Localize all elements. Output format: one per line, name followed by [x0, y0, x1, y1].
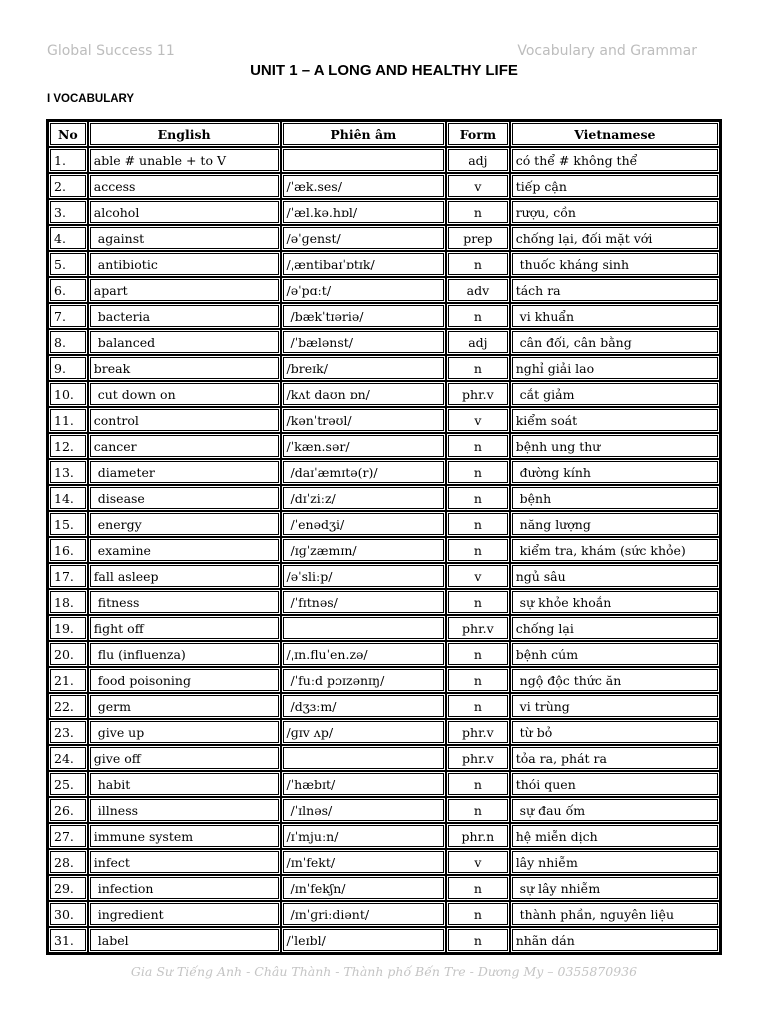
table-row — [48, 329, 720, 355]
cell-phonetic: /daɪˈæmɪtə(r)/ — [281, 459, 447, 485]
table-row — [48, 693, 720, 719]
cell-vietnamese: cắt giảm — [510, 381, 720, 407]
table-row — [48, 615, 720, 641]
cell-english: examine — [88, 537, 281, 563]
cell-form: phr.v — [446, 381, 510, 407]
cell-phonetic: /ˈfɪtnəs/ — [281, 589, 447, 615]
cell-phonetic: /breɪk/ — [281, 355, 447, 381]
cell-english: fitness — [88, 589, 281, 615]
cell-no: 24. — [48, 745, 88, 771]
table-row — [48, 199, 720, 225]
cell-english: diameter — [88, 459, 281, 485]
cell-english: flu (influenza) — [88, 641, 281, 667]
section-heading: I VOCABULARY — [47, 93, 135, 105]
cell-no: 12. — [48, 433, 88, 459]
cell-english: fall asleep — [88, 563, 281, 589]
cell-form: v — [446, 173, 510, 199]
cell-english: bacteria — [88, 303, 281, 329]
cell-form: n — [446, 485, 510, 511]
table-row — [48, 927, 720, 953]
cell-form: n — [446, 511, 510, 537]
column-header-vietnamese: Vietnamese — [510, 121, 720, 147]
cell-english: antibiotic — [88, 251, 281, 277]
cell-vietnamese: có thể # không thể — [510, 147, 720, 173]
cell-no: 15. — [48, 511, 88, 537]
cell-form: n — [446, 433, 510, 459]
cell-vietnamese: sự khỏe khoắn — [510, 589, 720, 615]
cell-vietnamese: kiểm soát — [510, 407, 720, 433]
cell-english: label — [88, 927, 281, 953]
cell-vietnamese: đường kính — [510, 459, 720, 485]
cell-phonetic: /ˈfuːd pɔɪzənɪŋ/ — [281, 667, 447, 693]
cell-phonetic: /ˈkæn.sər/ — [281, 433, 447, 459]
cell-no: 13. — [48, 459, 88, 485]
cell-form: n — [446, 537, 510, 563]
table-row — [48, 225, 720, 251]
cell-form: n — [446, 875, 510, 901]
cell-phonetic — [281, 147, 447, 173]
cell-no: 8. — [48, 329, 88, 355]
cell-form: n — [446, 797, 510, 823]
cell-form: phr.v — [446, 719, 510, 745]
cell-form: adv — [446, 277, 510, 303]
cell-form: v — [446, 563, 510, 589]
cell-no: 28. — [48, 849, 88, 875]
cell-english: infect — [88, 849, 281, 875]
cell-form: n — [446, 927, 510, 953]
cell-phonetic: /ˈbælənst/ — [281, 329, 447, 355]
cell-phonetic: /dɪˈziːz/ — [281, 485, 447, 511]
cell-english: cancer — [88, 433, 281, 459]
cell-vietnamese: kiểm tra, khám (sức khỏe) — [510, 537, 720, 563]
cell-form: v — [446, 407, 510, 433]
cell-form: n — [446, 693, 510, 719]
cell-vietnamese: sự đau ốm — [510, 797, 720, 823]
cell-vietnamese: bệnh ung thư — [510, 433, 720, 459]
cell-form: n — [446, 641, 510, 667]
table-row — [48, 251, 720, 277]
cell-no: 27. — [48, 823, 88, 849]
table-row — [48, 147, 720, 173]
cell-english: alcohol — [88, 199, 281, 225]
page-footer: Gia Sư Tiếng Anh - Châu Thành - Thành phố Bến Tre - Dương My – 0355870936 — [130, 964, 638, 979]
cell-phonetic: /əˈɡenst/ — [281, 225, 447, 251]
table-row — [48, 901, 720, 927]
cell-no: 17. — [48, 563, 88, 589]
table-row — [48, 589, 720, 615]
cell-phonetic: /əˈpɑːt/ — [281, 277, 447, 303]
cell-no: 19. — [48, 615, 88, 641]
cell-no: 16. — [48, 537, 88, 563]
table-row — [48, 823, 720, 849]
cell-english: food poisoning — [88, 667, 281, 693]
cell-no: 14. — [48, 485, 88, 511]
page-header — [47, 43, 697, 61]
table-row — [48, 381, 720, 407]
table-row — [48, 875, 720, 901]
cell-phonetic: /ˈæk.ses/ — [281, 173, 447, 199]
cell-english: give up — [88, 719, 281, 745]
cell-phonetic: /kənˈtrəʊl/ — [281, 407, 447, 433]
cell-vietnamese: vi khuẩn — [510, 303, 720, 329]
cell-no: 10. — [48, 381, 88, 407]
header-book-title: Global Success 11 — [47, 43, 175, 59]
column-header-form: Form — [446, 121, 510, 147]
cell-form: n — [446, 251, 510, 277]
cell-english: energy — [88, 511, 281, 537]
cell-vietnamese: từ bỏ — [510, 719, 720, 745]
cell-vietnamese: ngộ độc thức ăn — [510, 667, 720, 693]
cell-no: 31. — [48, 927, 88, 953]
cell-vietnamese: lây nhiễm — [510, 849, 720, 875]
cell-english: apart — [88, 277, 281, 303]
cell-phonetic: /ˌæntibaɪˈɒtɪk/ — [281, 251, 447, 277]
cell-phonetic: /ˈæl.kə.hɒl/ — [281, 199, 447, 225]
cell-no: 26. — [48, 797, 88, 823]
cell-phonetic: /ˈleɪbl/ — [281, 927, 447, 953]
cell-phonetic: /əˈsliːp/ — [281, 563, 447, 589]
column-header-phonetic: Phiên âm — [281, 121, 447, 147]
table-row — [48, 511, 720, 537]
cell-vietnamese: thói quen — [510, 771, 720, 797]
cell-form: n — [446, 199, 510, 225]
cell-phonetic: /ɪnˈɡriːdiənt/ — [281, 901, 447, 927]
cell-form: phr.v — [446, 615, 510, 641]
cell-vietnamese: năng lượng — [510, 511, 720, 537]
column-header-no: No — [48, 121, 88, 147]
cell-form: n — [446, 355, 510, 381]
cell-vietnamese: nghỉ giải lao — [510, 355, 720, 381]
cell-form: n — [446, 303, 510, 329]
cell-no: 30. — [48, 901, 88, 927]
table-row — [48, 433, 720, 459]
cell-vietnamese: nhãn dán — [510, 927, 720, 953]
cell-phonetic: /ɡɪv ʌp/ — [281, 719, 447, 745]
cell-english: immune system — [88, 823, 281, 849]
cell-no: 20. — [48, 641, 88, 667]
table-row — [48, 563, 720, 589]
table-row — [48, 797, 720, 823]
cell-no: 25. — [48, 771, 88, 797]
cell-phonetic: /ɪˈmjuːn/ — [281, 823, 447, 849]
cell-phonetic: /ɪnˈfekʃn/ — [281, 875, 447, 901]
unit-title: UNIT 1 – A LONG AND HEALTHY LIFE — [250, 62, 518, 79]
cell-english: cut down on — [88, 381, 281, 407]
cell-vietnamese: thuốc kháng sinh — [510, 251, 720, 277]
cell-phonetic: /ˈenədʒi/ — [281, 511, 447, 537]
cell-phonetic — [281, 615, 447, 641]
cell-phonetic: /bækˈtɪəriə/ — [281, 303, 447, 329]
cell-vietnamese: bệnh cúm — [510, 641, 720, 667]
cell-form: n — [446, 667, 510, 693]
vocabulary-table — [46, 119, 722, 955]
cell-english: germ — [88, 693, 281, 719]
cell-no: 5. — [48, 251, 88, 277]
cell-no: 4. — [48, 225, 88, 251]
table-row — [48, 667, 720, 693]
cell-vietnamese: thành phần, nguyên liệu — [510, 901, 720, 927]
table-row — [48, 303, 720, 329]
cell-vietnamese: sự lây nhiễm — [510, 875, 720, 901]
table-row — [48, 407, 720, 433]
table-row — [48, 355, 720, 381]
cell-form: n — [446, 901, 510, 927]
cell-form: adj — [446, 147, 510, 173]
cell-no: 7. — [48, 303, 88, 329]
cell-phonetic: /kʌt daʊn ɒn/ — [281, 381, 447, 407]
cell-no: 23. — [48, 719, 88, 745]
cell-english: infection — [88, 875, 281, 901]
cell-english: balanced — [88, 329, 281, 355]
cell-vietnamese: tách ra — [510, 277, 720, 303]
cell-english: illness — [88, 797, 281, 823]
cell-no: 21. — [48, 667, 88, 693]
table-row — [48, 537, 720, 563]
cell-no: 6. — [48, 277, 88, 303]
cell-phonetic: /ɪɡˈzæmɪn/ — [281, 537, 447, 563]
cell-form: n — [446, 589, 510, 615]
cell-vietnamese: ngủ sâu — [510, 563, 720, 589]
cell-form: n — [446, 459, 510, 485]
cell-english: habit — [88, 771, 281, 797]
cell-vietnamese: rượu, cồn — [510, 199, 720, 225]
table-row — [48, 771, 720, 797]
cell-english: access — [88, 173, 281, 199]
table-row — [48, 641, 720, 667]
cell-vietnamese: chống lại, đối mặt với — [510, 225, 720, 251]
cell-no: 11. — [48, 407, 88, 433]
cell-english: against — [88, 225, 281, 251]
cell-no: 2. — [48, 173, 88, 199]
cell-english: able # unable + to V — [88, 147, 281, 173]
table-row — [48, 745, 720, 771]
cell-vietnamese: tỏa ra, phát ra — [510, 745, 720, 771]
cell-no: 22. — [48, 693, 88, 719]
cell-english: ingredient — [88, 901, 281, 927]
table-row — [48, 277, 720, 303]
table-row — [48, 459, 720, 485]
cell-vietnamese: bệnh — [510, 485, 720, 511]
cell-english: break — [88, 355, 281, 381]
cell-phonetic: /ɪnˈfekt/ — [281, 849, 447, 875]
cell-vietnamese: cân đối, cân bằng — [510, 329, 720, 355]
cell-vietnamese: tiếp cận — [510, 173, 720, 199]
cell-form: prep — [446, 225, 510, 251]
cell-english: disease — [88, 485, 281, 511]
cell-no: 9. — [48, 355, 88, 381]
cell-form: phr.v — [446, 745, 510, 771]
table-row — [48, 173, 720, 199]
cell-phonetic: /ˈɪlnəs/ — [281, 797, 447, 823]
table-row — [48, 719, 720, 745]
cell-form: adj — [446, 329, 510, 355]
cell-phonetic: /dʒɜːm/ — [281, 693, 447, 719]
table-header-row — [48, 121, 720, 147]
cell-phonetic — [281, 745, 447, 771]
cell-phonetic: /ˌɪn.fluˈen.zə/ — [281, 641, 447, 667]
cell-vietnamese: vi trùng — [510, 693, 720, 719]
cell-no: 1. — [48, 147, 88, 173]
cell-form: n — [446, 771, 510, 797]
table-row — [48, 485, 720, 511]
column-header-english: English — [88, 121, 281, 147]
cell-phonetic: /ˈhæbɪt/ — [281, 771, 447, 797]
header-section-title: Vocabulary and Grammar — [517, 43, 697, 59]
cell-vietnamese: chống lại — [510, 615, 720, 641]
cell-no: 3. — [48, 199, 88, 225]
cell-vietnamese: hệ miễn dịch — [510, 823, 720, 849]
table-row — [48, 849, 720, 875]
table-body — [48, 147, 720, 953]
cell-english: give off — [88, 745, 281, 771]
cell-form: phr.n — [446, 823, 510, 849]
cell-no: 18. — [48, 589, 88, 615]
cell-english: fight off — [88, 615, 281, 641]
cell-english: control — [88, 407, 281, 433]
cell-form: v — [446, 849, 510, 875]
cell-no: 29. — [48, 875, 88, 901]
